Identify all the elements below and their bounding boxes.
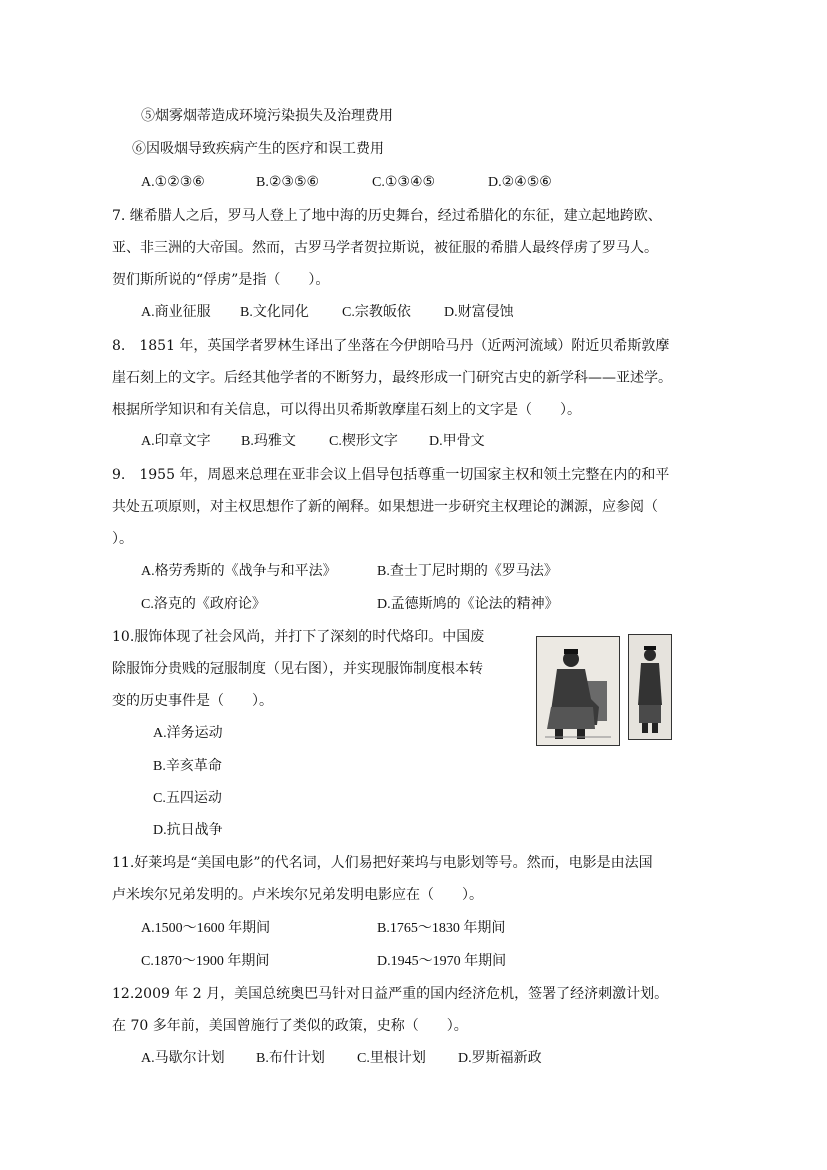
q6-option-d: D.②④⑤⑥ — [488, 175, 552, 190]
q8-option-c: C.楔形文字 — [329, 434, 398, 449]
seated-official-icon — [537, 637, 619, 745]
q10-option-d: D.抗日战争 — [153, 823, 223, 838]
q12-stem-line-1: 12.2009 年 2 月，美国总统奥巴马针对日益严重的国内经济危机，签署了经济刺激计划。 — [112, 986, 669, 1002]
q6-item-5: ⑤烟雾烟蒂造成环境污染损失及治理费用 — [141, 108, 393, 124]
q10-option-b: B.辛亥革命 — [153, 759, 222, 774]
q10-option-a: A.洋务运动 — [153, 726, 223, 741]
q6-option-c: C.①③④⑤ — [372, 175, 436, 190]
q7-stem-line-2: 亚、非三洲的大帝国。然而，古罗马学者贺拉斯说，被征服的希腊人最终俘虏了罗马人。 — [112, 240, 658, 256]
q10-stem-line-1: 10.服饰体现了社会风尚，并打下了深刻的时代烙印。中国废 — [112, 629, 485, 645]
q11-option-d: D.1945～1970 年期间 — [377, 954, 507, 969]
q9-stem-line-3: ）。 — [112, 531, 133, 547]
seated-official-photo — [536, 636, 620, 746]
q12-option-d: D.罗斯福新政 — [458, 1051, 542, 1066]
q10-option-c: C.五四运动 — [153, 791, 222, 806]
q11-option-b: B.1765～1830 年期间 — [377, 921, 506, 936]
q6-option-a: A.①②③⑥ — [141, 175, 205, 190]
q11-stem-line-1: 11.好莱坞是“美国电影”的代名词，人们易把好莱坞与电影划等号。然而，电影是由法国 — [112, 855, 653, 871]
q9-option-d: D.孟德斯鸠的《论法的精神》 — [377, 597, 559, 612]
q12-stem-line-2: 在 70 多年前，美国曾施行了类似的政策，史称（ ）。 — [112, 1018, 468, 1034]
standing-official-icon — [629, 635, 671, 739]
q7-option-b: B.文化同化 — [240, 305, 309, 320]
q12-option-c: C.里根计划 — [357, 1051, 426, 1066]
q11-stem-line-2: 卢米埃尔兄弟发明的。卢米埃尔兄弟发明电影应在（ ）。 — [112, 887, 483, 903]
q7-stem-line-1: 7. 继希腊人之后，罗马人登上了地中海的历史舞台，经过希腊化的东征，建立起地跨欧、 — [112, 208, 662, 224]
q7-option-d: D.财富侵蚀 — [444, 305, 514, 320]
q11-option-c: C.1870～1900 年期间 — [141, 954, 270, 969]
q8-stem-line-2: 崖石刻上的文字。后经其他学者的不断努力，最终形成一门研究古史的新学科——亚述学。 — [112, 370, 672, 386]
q9-option-b: B.查士丁尼时期的《罗马法》 — [377, 564, 558, 579]
q9-stem-line-1: 9. 1955 年，周恩来总理在亚非会议上倡导包括尊重一切国家主权和领土完整在内的和平 — [112, 467, 670, 483]
q9-stem-line-2: 共处五项原则，对主权思想作了新的阐释。如果想进一步研究主权理论的渊源，应参阅（ — [112, 499, 658, 515]
q8-stem-line-3: 根据所学知识和有关信息，可以得出贝希斯敦摩崖石刻上的文字是（ ）。 — [112, 402, 581, 418]
q10-stem-line-2: 除服饰分贵贱的冠服制度（见右图），并实现服饰制度根本转 — [112, 661, 483, 677]
q8-option-d: D.甲骨文 — [429, 434, 485, 449]
q9-option-a: A.格劳秀斯的《战争与和平法》 — [141, 564, 337, 579]
q7-option-a: A.商业征服 — [141, 305, 211, 320]
q8-option-b: B.玛雅文 — [241, 434, 296, 449]
q7-stem-line-3: 贺们斯所说的“俘虏”是指（ ）。 — [112, 272, 330, 288]
q6-item-6: ⑥因吸烟导致疾病产生的医疗和误工费用 — [132, 141, 384, 157]
q10-stem-line-3: 变的历史事件是（ ）。 — [112, 693, 273, 709]
standing-official-photo — [628, 634, 672, 740]
q8-option-a: A.印章文字 — [141, 434, 211, 449]
q7-option-c: C.宗教皈依 — [342, 305, 411, 320]
q8-stem-line-1: 8. 1851 年，英国学者罗林生译出了坐落在今伊朗哈马丹（近两河流域）附近贝希斯敦摩 — [112, 338, 670, 354]
q12-option-b: B.布什计划 — [256, 1051, 325, 1066]
q9-option-c: C.洛克的《政府论》 — [141, 597, 266, 612]
q6-option-b: B.②③⑤⑥ — [256, 175, 320, 190]
q11-option-a: A.1500～1600 年期间 — [141, 921, 271, 936]
q12-option-a: A.马歇尔计划 — [141, 1051, 225, 1066]
